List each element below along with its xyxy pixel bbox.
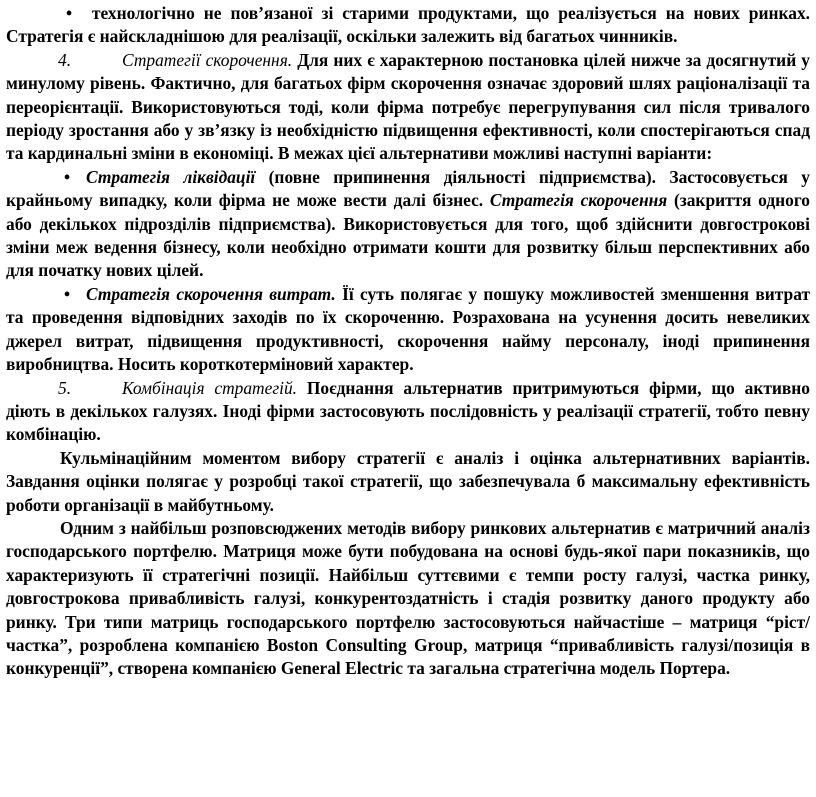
term-liquidation: Стратегія ліквідації — [86, 166, 256, 187]
bullet-icon: • — [66, 3, 73, 23]
bullet-icon: • — [64, 283, 71, 304]
paragraph-culmination — [6, 447, 810, 517]
paragraph-text: технологічно не пов’язаної зі старими продуктами, що реалізується на нових ринках. Стратегія є найскладнішою для реалізації, оскільки залежить від багатьох чинників. — [6, 3, 810, 47]
paragraph-product-strategy — [6, 2, 810, 49]
item-title: Стратегії скорочення. — [122, 49, 293, 70]
paragraph-text: (повне припинення діяльності підприємства). Застосовується у крайньому випадку, коли фірма не може вести далі бізнес. — [6, 166, 810, 211]
paragraph-liquidation — [6, 166, 810, 283]
term-cost-reduction: Стратегія скорочення витрат. — [86, 283, 336, 304]
paragraph-text: Кульмінаційним моментом вибору стратегії є аналіз і оцінка альтернативних варіантів. Завдання оцінки полягає у розробці такої стратегії, що забезпечувала б максимальну ефективність роботи організації в майбутньому. — [6, 447, 810, 515]
paragraph-matrix-analysis — [6, 517, 810, 681]
item-title: Комбінація стратегій. — [122, 377, 297, 398]
paragraph-cost-reduction — [6, 283, 810, 377]
paragraph-text: Одним з найбільш розповсюджених методів вибору ринкових альтернатив є матричний аналіз господарського портфелю. Матриця може бути побудована на основі будь-якої пари показників, що характеризують її стратегічні позиції. Найбільш суттєвими є темпи росту галузі, частка ринку, довгострокова привабливість галузі, конкурентоздатність і стадія розвитку даного продукту або ринку. Три типи матриць господарського портфелю застосовуються найчастіше – матриця “ріст/частка”, розроблена компанією Boston Consulting Group, матриця “привабливість галузі/позиція в конкуренції”, створена компанією General Electric та загальна стратегічна модель Портера. — [6, 517, 810, 679]
paragraph-text: Поєднання альтернатив притримуються фірми, що активно діють в декількох галузях. Іноді фірми застосовують послідовність у реалізації стратегії, тобто певну комбінацію. — [6, 377, 811, 445]
paragraph-text: (закриття одного або декількох підрозділів підприємства). Використовується для того, щоб здійснити довгострокові зміни меж ведення бізнесу, коли необхідно отримати кошти для розвитку більш перспективних або для початку нових цілей. — [6, 190, 810, 281]
item-number: 4. — [58, 49, 72, 70]
paragraph-reduction-strategies — [6, 49, 810, 166]
paragraph-text: Її суть полягає у пошуку можливостей зменшення витрат та проведення відповідних заходів по їх скороченню. Розрахована на усунення досить невеликих джерел витрат, підвищення продуктивності, скорочення найму персоналу, іноді припинення виробництва. Носить короткотерміновий характер. — [6, 283, 810, 375]
paragraph-text: Для них є характерною постановка цілей нижче за досягнутий у минулому рівень. Фактично, для багатьох фірм скорочення означає здоровий шлях раціоналізації та переорієнтації. Використовуються тоді, коли фірма потребує перегрупування сил після тривалого періоду зростання або у зв’язку із необхідністю підвищення ефективності, коли спостерігаються спад та кардинальні зміни в економіці. В межах цієї альтернативи можливі наступні варіанти: — [6, 49, 810, 164]
bullet-icon: • — [64, 166, 71, 187]
paragraph-combination — [6, 377, 810, 447]
item-number: 5. — [58, 377, 72, 398]
term-reduction: Стратегія скорочення — [489, 190, 668, 211]
